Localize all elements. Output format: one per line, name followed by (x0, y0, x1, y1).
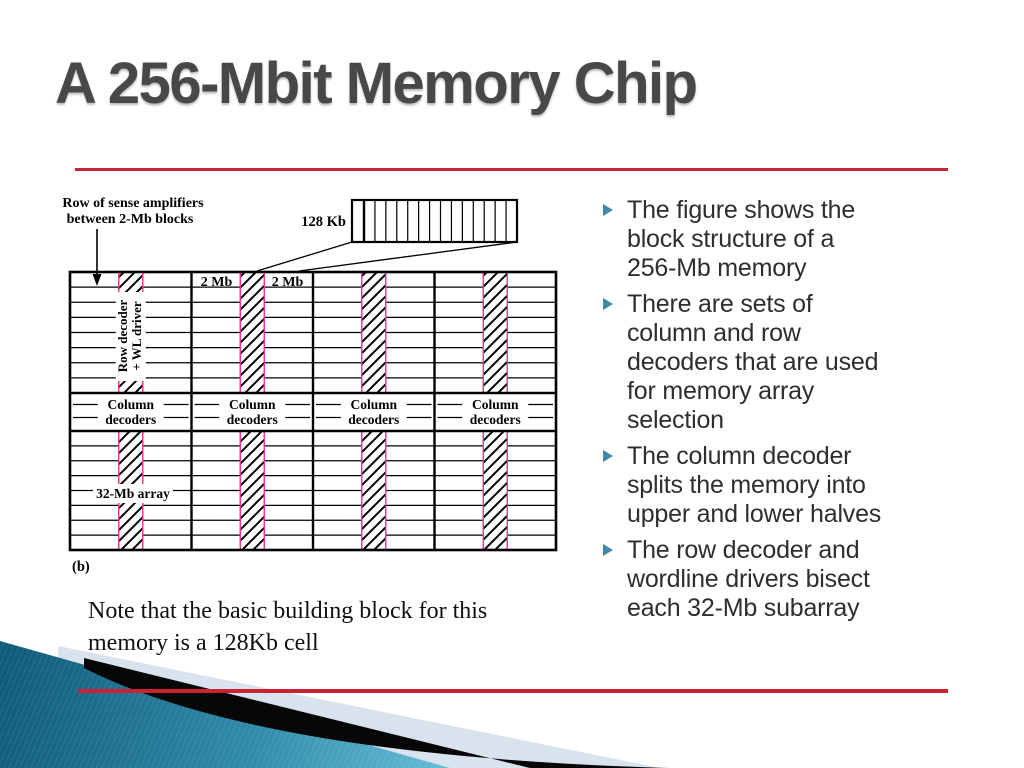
column-decoders-label: decoders (105, 412, 157, 427)
subfigure-label: (b) (72, 559, 90, 575)
bullet-text-line: The figure shows the (627, 196, 856, 224)
column-decoders-label: Column (350, 397, 398, 412)
bottom-accent-line (78, 689, 948, 693)
row-decoder-label-line1: Row decoder (115, 299, 130, 373)
bullet-text-line: 256-Mb memory (627, 254, 807, 282)
bullet-text-line: The row decoder and (627, 536, 860, 564)
slide-title: A 256-Mbit Memory Chip (55, 51, 697, 116)
note-text (88, 595, 608, 659)
column-decoders-label: Column (107, 397, 155, 412)
sense-amp-label-line2: between 2-Mb blocks (66, 212, 194, 227)
sense-amp-label-line1: Row of sense amplifiers (62, 196, 204, 211)
bullet-text-line: for memory array (627, 377, 815, 405)
bullet-text-line: splits the memory into (627, 471, 866, 499)
bullet-text-line: upper and lower halves (627, 500, 882, 528)
row-decoder-label-line2: + WL driver (129, 301, 144, 371)
column-decoders-label: decoders (226, 412, 278, 427)
two-mb-label-left: 2 Mb (200, 275, 233, 290)
column-decoders-label: Column (228, 397, 276, 412)
bullet-text-line: wordline drivers bisect (627, 565, 870, 593)
inset-label: 128 Kb (301, 214, 346, 230)
column-decoders-label: Column (471, 397, 519, 412)
array-32mb-label: 32-Mb array (96, 486, 170, 501)
column-decoders-label: decoders (348, 412, 400, 427)
bullet-text-line: decoders that are used (627, 348, 879, 376)
bullet-text-line: The column decoder (627, 442, 852, 470)
bullet-text-line: column and row (627, 319, 801, 347)
title-underline (75, 168, 948, 171)
two-mb-label-right: 2 Mb (271, 275, 304, 290)
column-decoders-label: decoders (469, 412, 521, 427)
bullet-text-line: each 32-Mb subarray (627, 594, 860, 622)
bullet-text-line: block structure of a (627, 225, 835, 253)
note-text-line2: memory is a 128Kb cell (88, 630, 319, 656)
bullet-text-line: selection (627, 406, 724, 434)
bullet-text-line: There are sets of (627, 290, 813, 318)
note-text-line1: Note that the basic building block for this (88, 598, 488, 624)
